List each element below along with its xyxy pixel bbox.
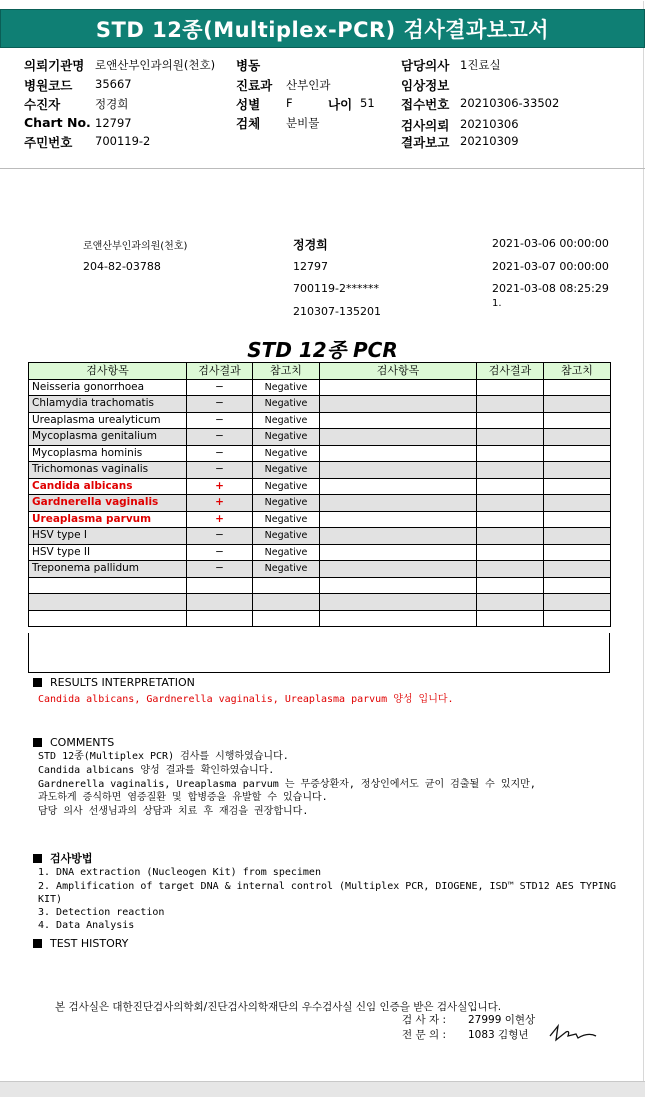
empty-cell	[253, 594, 320, 611]
age-value: 51	[360, 96, 375, 110]
test-reference-cell: Negative	[253, 445, 320, 462]
report-date-label: 결과보고	[401, 135, 450, 150]
sub-date-1: 2021-03-06 00:00:00	[492, 237, 609, 250]
certification-text: 본 검사실은 대한진단검사의학회/진단검사의학재단의 우수검사실 신임 인증을 받은 검사실입니다.	[55, 1001, 502, 1013]
test-result-cell: −	[187, 528, 253, 545]
comment-line: STD 12종(Multiplex PCR) 검사를 시행하였습니다.	[38, 751, 289, 762]
test-item-cell: HSV type II	[29, 544, 187, 561]
test-result-cell: −	[187, 396, 253, 413]
report-title-bar	[0, 9, 645, 48]
empty-cell	[320, 511, 477, 528]
empty-cell	[544, 528, 611, 545]
table-row	[29, 478, 611, 495]
col-header: 검사결과	[477, 363, 544, 380]
table-row	[29, 495, 611, 512]
doctor-label: 담당의사	[401, 58, 450, 73]
empty-cell	[320, 495, 477, 512]
results-heading-text: RESULTS INTERPRETATION	[50, 676, 195, 689]
empty-cell	[320, 610, 477, 627]
test-item-cell: Ureaplasma urealyticum	[29, 412, 187, 429]
specialist-value: 1083 김형년	[468, 1029, 529, 1041]
id-value: 700119-2	[95, 134, 151, 148]
table-row	[29, 528, 611, 545]
test-result-cell: −	[187, 561, 253, 578]
test-item-cell: Mycoplasma genitalium	[29, 429, 187, 446]
bullet-square-icon	[33, 678, 42, 687]
comment-line: Candida albicans 양성 결과를 확인하였습니다.	[38, 765, 275, 776]
test-result-cell: −	[187, 379, 253, 396]
table-row	[29, 511, 611, 528]
tester-label: 검 사 자 :	[402, 1014, 446, 1026]
receipt-label: 접수번호	[401, 97, 450, 112]
table-row	[29, 412, 611, 429]
test-result-cell: +	[187, 511, 253, 528]
clinical-label: 임상정보	[401, 78, 450, 93]
table-row	[29, 396, 611, 413]
test-reference-cell: Negative	[253, 511, 320, 528]
specialist-label: 전 문 의 :	[402, 1029, 446, 1041]
results-table	[28, 362, 611, 627]
history-heading	[33, 937, 128, 950]
institution-label: 의뢰기관명	[24, 58, 85, 73]
test-item-cell: HSV type I	[29, 528, 187, 545]
table-row	[29, 577, 611, 594]
sub-date-2: 2021-03-07 00:00:00	[492, 260, 609, 273]
chart-label: Chart No.	[24, 115, 91, 130]
test-item-cell: Mycoplasma hominis	[29, 445, 187, 462]
table-row	[29, 610, 611, 627]
test-result-cell: −	[187, 445, 253, 462]
report-title: STD 12종(Multiplex-PCR) 검사결과보고서	[95, 17, 550, 42]
empty-cell	[477, 429, 544, 446]
table-row	[29, 462, 611, 479]
method-heading	[33, 850, 93, 866]
empty-cell	[544, 511, 611, 528]
method-line: 3. Detection reaction	[38, 907, 165, 918]
col-header: 참고치	[544, 363, 611, 380]
test-reference-cell: Negative	[253, 396, 320, 413]
age-label: 나이	[328, 97, 353, 112]
tester-value: 27999 이현상	[468, 1014, 536, 1026]
sex-value: F	[286, 96, 293, 110]
empty-cell	[477, 396, 544, 413]
empty-cell	[187, 577, 253, 594]
empty-cell	[477, 445, 544, 462]
empty-cell	[477, 511, 544, 528]
test-item-cell: Candida albicans	[29, 478, 187, 495]
empty-cell	[544, 445, 611, 462]
empty-cell	[477, 528, 544, 545]
col-header: 참고치	[253, 363, 320, 380]
page-bottom-shade	[0, 1081, 645, 1097]
test-reference-cell: Negative	[253, 478, 320, 495]
empty-cell	[477, 561, 544, 578]
bullet-square-icon	[33, 854, 42, 863]
test-item-cell: Ureaplasma parvum	[29, 511, 187, 528]
table-row	[29, 429, 611, 446]
test-result-cell: +	[187, 495, 253, 512]
results-text: Candida albicans, Gardnerella vaginalis, Ureaplasma parvum 양성 입니다.	[38, 694, 454, 705]
bullet-square-icon	[33, 738, 42, 747]
sub-date-3: 2021-03-08 08:25:29	[492, 282, 609, 295]
comment-line: 과도하게 증식하면 염증질환 및 합병증을 유발할 수 있습니다.	[38, 792, 328, 803]
test-result-cell: +	[187, 478, 253, 495]
comment-line: 담당 의사 선생님과의 상담과 치료 후 재검을 권장합니다.	[38, 806, 309, 817]
test-result-cell: −	[187, 462, 253, 479]
col-header: 검사결과	[187, 363, 253, 380]
empty-cell	[29, 610, 187, 627]
doctor-value: 1진료실	[460, 58, 501, 72]
results-heading	[33, 676, 195, 689]
table-row	[29, 594, 611, 611]
empty-cell	[544, 429, 611, 446]
bullet-square-icon	[33, 939, 42, 948]
empty-cell	[544, 478, 611, 495]
patient-value: 정경희	[95, 97, 129, 111]
test-reference-cell: Negative	[253, 379, 320, 396]
test-reference-cell: Negative	[253, 412, 320, 429]
empty-cell	[29, 577, 187, 594]
empty-cell	[477, 478, 544, 495]
test-reference-cell: Negative	[253, 429, 320, 446]
test-reference-cell: Negative	[253, 528, 320, 545]
test-result-cell: −	[187, 429, 253, 446]
method-line: 2. Amplification of target DNA & internal control (Multiplex PCR, DIOGENE, ISD™ STD12 AES TYPING	[38, 881, 616, 892]
empty-cell	[187, 610, 253, 627]
empty-cell	[477, 594, 544, 611]
empty-cell	[544, 495, 611, 512]
table-row	[29, 544, 611, 561]
dept-value: 산부인과	[286, 78, 331, 92]
patient-label: 수진자	[24, 97, 61, 112]
empty-cell	[320, 478, 477, 495]
empty-cell	[29, 594, 187, 611]
empty-cell	[477, 495, 544, 512]
hospital-code-value: 35667	[95, 77, 132, 91]
specimen-label: 검체	[236, 116, 261, 131]
sub-institution: 로앤산부인과의원(천호)	[83, 241, 188, 252]
empty-cell	[544, 396, 611, 413]
empty-cell	[477, 610, 544, 627]
table-row	[29, 379, 611, 396]
empty-cell	[320, 462, 477, 479]
sub-id-masked: 700119-2******	[293, 282, 379, 295]
history-heading-text: TEST HISTORY	[50, 937, 129, 950]
col-header: 검사항목	[29, 363, 187, 380]
test-item-cell: Gardnerella vaginalis	[29, 495, 187, 512]
header-divider	[0, 168, 645, 169]
method-line: 4. Data Analysis	[38, 920, 135, 931]
sub-page: 1.	[492, 298, 502, 309]
sex-label: 성별	[236, 97, 261, 112]
empty-cell	[544, 594, 611, 611]
id-label: 주민번호	[24, 135, 73, 150]
table-row	[29, 561, 611, 578]
empty-cell	[253, 577, 320, 594]
receipt-value: 20210306-33502	[460, 96, 560, 110]
test-result-cell: −	[187, 544, 253, 561]
test-reference-cell: Negative	[253, 462, 320, 479]
empty-cell	[320, 594, 477, 611]
table-footer-box	[28, 633, 610, 673]
empty-cell	[320, 445, 477, 462]
empty-cell	[320, 561, 477, 578]
comment-line: Gardnerella vaginalis, Ureaplasma parvum 는 무증상환자, 정상인에서도 균이 검출될 수 있지만,	[38, 779, 536, 790]
empty-cell	[477, 412, 544, 429]
empty-cell	[320, 429, 477, 446]
empty-cell	[320, 544, 477, 561]
test-reference-cell: Negative	[253, 495, 320, 512]
comments-heading	[33, 736, 114, 749]
table-header-row	[29, 363, 611, 380]
test-reference-cell: Negative	[253, 561, 320, 578]
test-item-cell: Treponema pallidum	[29, 561, 187, 578]
institution-value: 로앤산부인과의원(천호)	[95, 58, 216, 72]
method-line: KIT)	[38, 894, 63, 905]
hospital-code-label: 병원코드	[24, 78, 73, 93]
empty-cell	[477, 544, 544, 561]
empty-cell	[544, 412, 611, 429]
empty-cell	[320, 528, 477, 545]
table-row	[29, 445, 611, 462]
method-line: 1. DNA extraction (Nucleogen Kit) from specimen	[38, 867, 321, 878]
empty-cell	[544, 379, 611, 396]
empty-cell	[477, 379, 544, 396]
dept-label: 진료과	[236, 78, 273, 93]
request-label: 검사의뢰	[401, 118, 450, 133]
comments-heading-text: COMMENTS	[50, 736, 115, 749]
empty-cell	[544, 462, 611, 479]
empty-cell	[544, 561, 611, 578]
test-result-cell: −	[187, 412, 253, 429]
request-value: 20210306	[460, 117, 519, 131]
test-item-cell: Trichomonas vaginalis	[29, 462, 187, 479]
test-item-cell: Chlamydia trachomatis	[29, 396, 187, 413]
sub-bizno: 204-82-03788	[83, 260, 161, 273]
empty-cell	[320, 412, 477, 429]
empty-cell	[544, 577, 611, 594]
specimen-value: 분비물	[286, 116, 320, 130]
empty-cell	[187, 594, 253, 611]
test-reference-cell: Negative	[253, 544, 320, 561]
empty-cell	[544, 610, 611, 627]
empty-cell	[320, 577, 477, 594]
method-heading-text: 검사방법	[50, 852, 93, 865]
report-date-value: 20210309	[460, 134, 519, 148]
sub-specimen-no: 210307-135201	[293, 305, 381, 318]
chart-value: 12797	[95, 116, 132, 130]
empty-cell	[477, 577, 544, 594]
empty-cell	[477, 462, 544, 479]
sub-patient-name: 정경희	[293, 238, 328, 252]
sub-chart: 12797	[293, 260, 328, 273]
col-header: 검사항목	[320, 363, 477, 380]
page-border	[643, 1, 644, 1081]
ward-label: 병동	[236, 58, 261, 73]
test-item-cell: Neisseria gonorrhoea	[29, 379, 187, 396]
empty-cell	[253, 610, 320, 627]
empty-cell	[320, 379, 477, 396]
table-title: STD 12종 PCR	[247, 338, 398, 362]
empty-cell	[320, 396, 477, 413]
signature	[548, 1022, 600, 1046]
empty-cell	[544, 544, 611, 561]
